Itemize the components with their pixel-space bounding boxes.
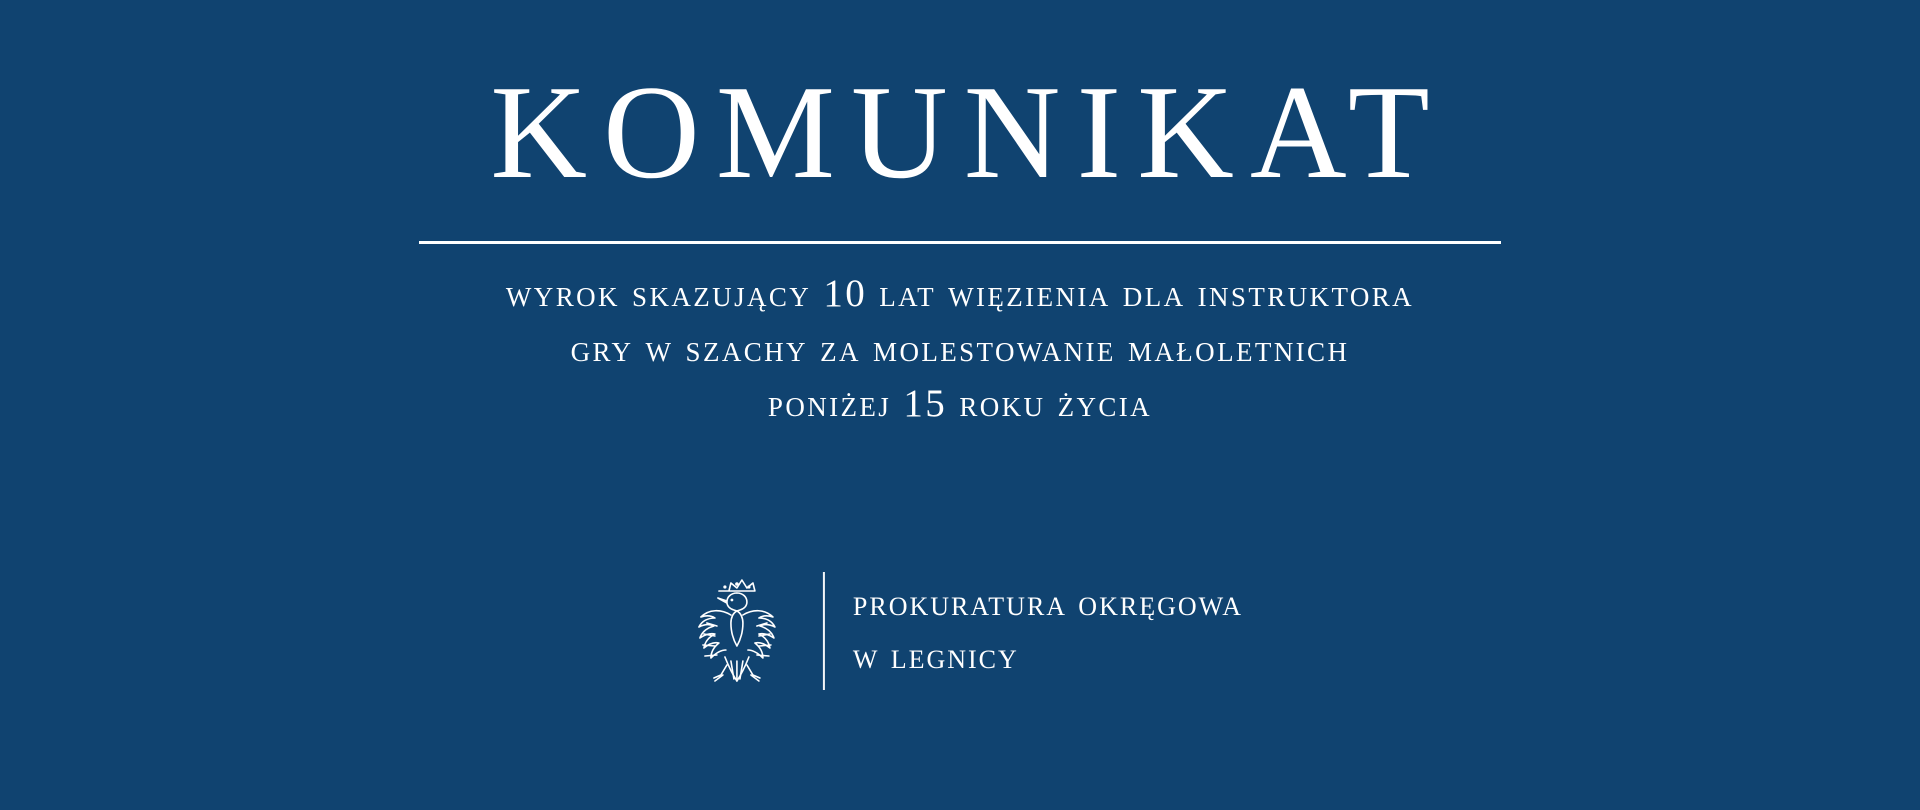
announcement-subtitle: [400, 266, 1520, 432]
organization-line-1: prokuratura okręgowa: [852, 583, 1244, 625]
signature-divider: [823, 572, 825, 690]
organization-name: [853, 578, 1243, 683]
organization-signature: [677, 565, 1243, 697]
subtitle-line-3: poniżej 15 roku życia: [767, 382, 1153, 426]
subtitle-line-2: gry w szachy za molestowanie małoletnich: [570, 327, 1350, 371]
polish-eagle-emblem-icon: [677, 565, 797, 697]
title-divider: [419, 241, 1501, 244]
page-title: KOMUNIKAT: [490, 58, 1446, 206]
subtitle-line-1: wyrok skazujący 10 lat więzienia dla instruktora: [505, 271, 1415, 315]
organization-line-2: w legnicy: [852, 636, 1019, 677]
